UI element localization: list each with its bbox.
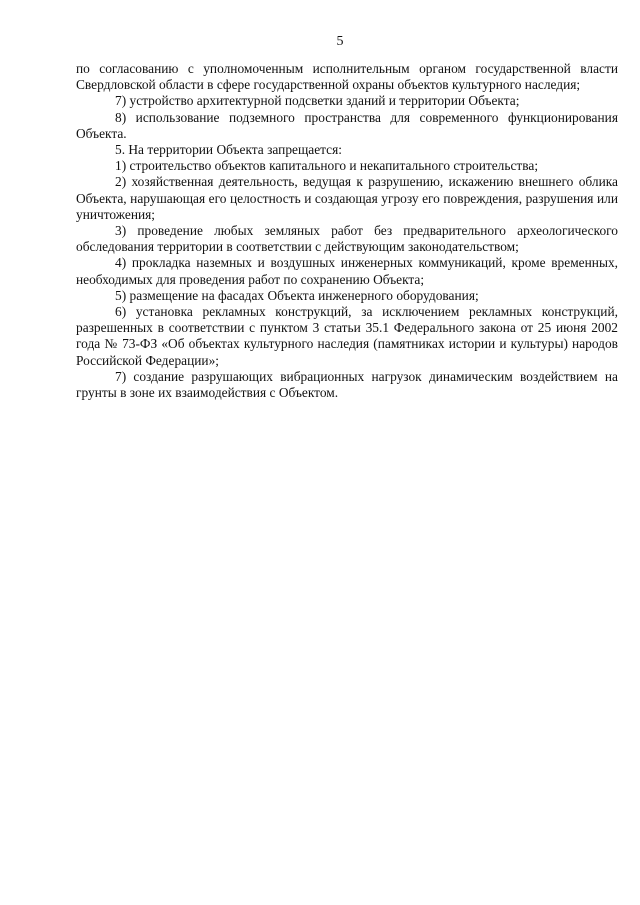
paragraph-agreement-clause: по согласованию с уполномоченным исполнительным органом государственной власти Свердловской области в сфере государственной охраны объектов культурного наследия; xyxy=(76,61,618,93)
paragraph-prohibition-4: 4) прокладка наземных и воздушных инженерных коммуникаций, кроме временных, необходимых для проведения работ по сохранению Объекта; xyxy=(76,255,618,287)
paragraph-prohibition-2: 2) хозяйственная деятельность, ведущая к разрушению, искажению внешнего облика Объекта, нарушающая его целостность и создающая угрозу его повреждения, разрушения или уничтожения; xyxy=(76,174,618,222)
document-body xyxy=(76,61,618,401)
paragraph-prohibition-1: 1) строительство объектов капитального и некапитального строительства; xyxy=(115,158,539,174)
paragraph-prohibition-7: 7) создание разрушающих вибрационных нагрузок динамическим воздействием на грунты в зоне их взаимодействия с Объектом. xyxy=(76,368,618,401)
paragraph-prohibition-5: 5) размещение на фасадах Объекта инженерного оборудования; xyxy=(115,287,479,303)
page-number: 5 xyxy=(336,34,344,49)
paragraph-prohibition-6: 6) установка рекламных конструкций, за исключением рекламных конструкций, разрешенных в соответствии с пунктом 3 статьи 35.1 Федерального закона от 25 июня 2002 года № 73-ФЗ «Об объектах культурного наследия (памятниках истории и культуры) народов Российской Федерации»; xyxy=(76,304,618,368)
paragraph-section-5-heading: 5. На территории Объекта запрещается: xyxy=(115,142,342,158)
paragraph-item-7-lighting: 7) устройство архитектурной подсветки зданий и территории Объекта; xyxy=(115,93,520,109)
paragraph-prohibition-3: 3) проведение любых земляных работ без предварительного археологического обследования территории в соответствии с действующим законодательством; xyxy=(76,223,618,255)
paragraph-item-8-underground: 8) использование подземного пространства для современного функционирования Объекта. xyxy=(76,109,618,141)
